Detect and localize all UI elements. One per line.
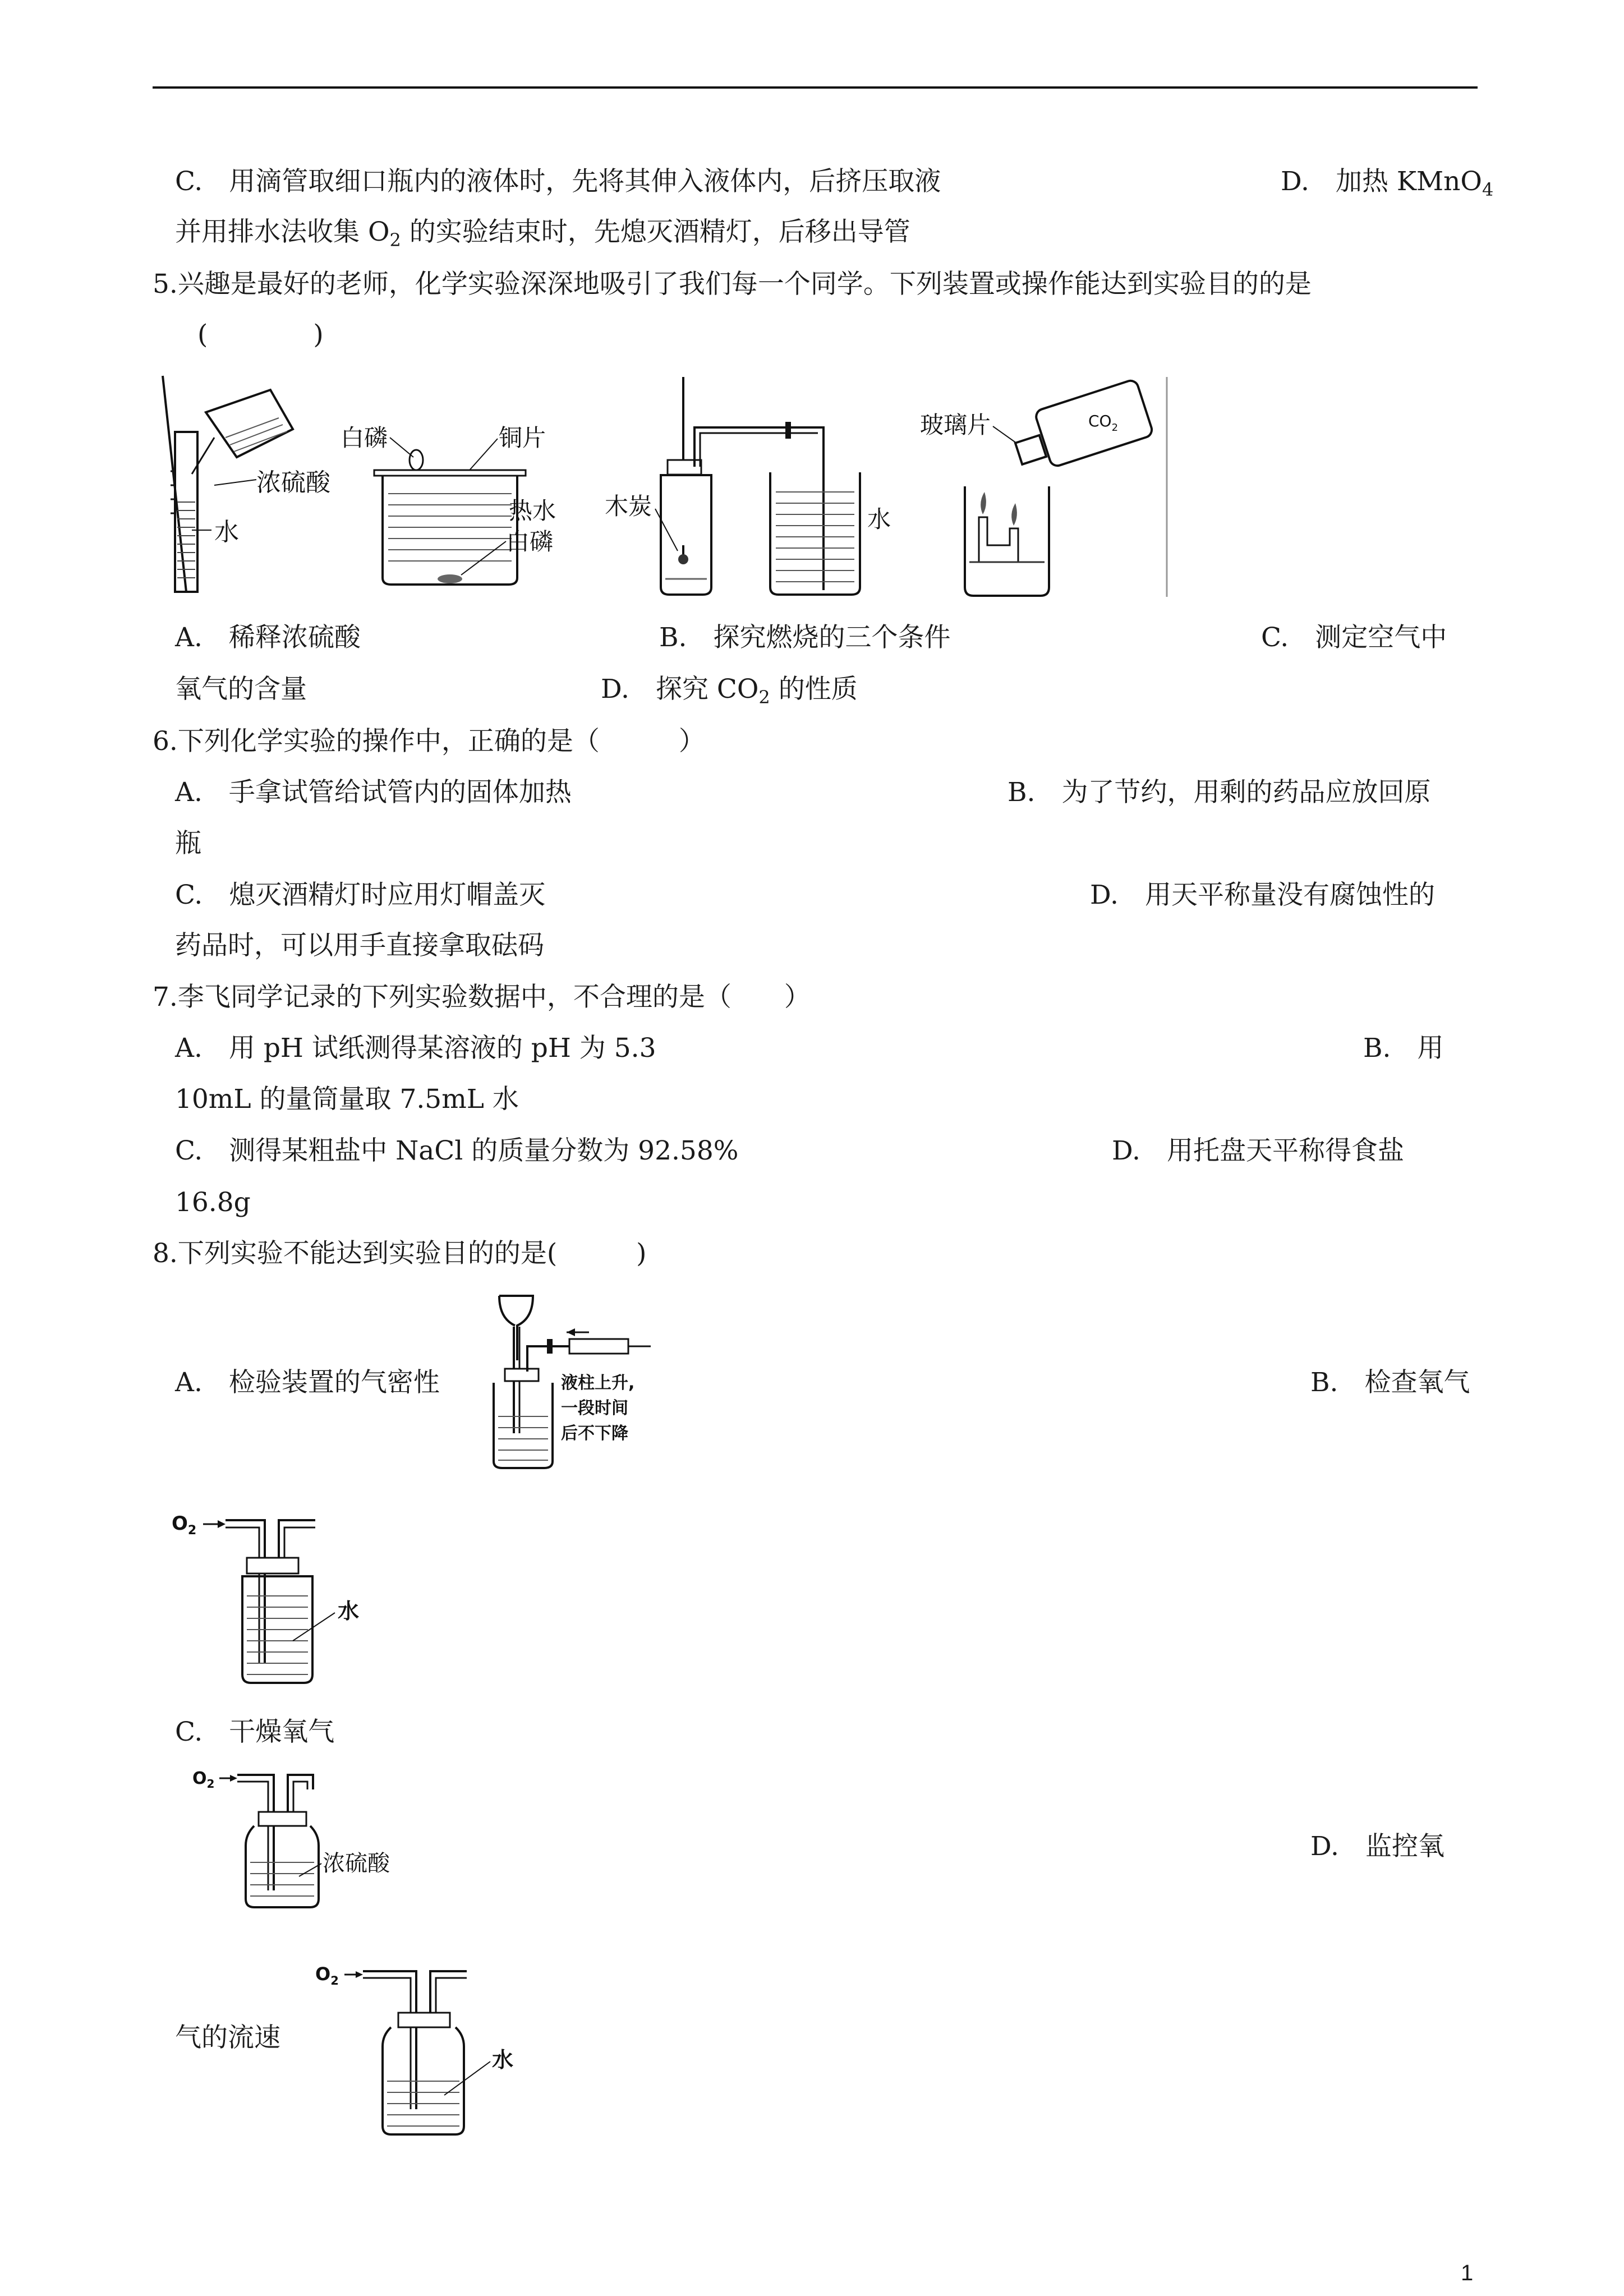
q8-fig-d-o2: $O_2$: [315, 1963, 339, 1987]
q7-option-c: C. 测得某粗盐中 NaCl 的质量分数为 92.58%: [175, 1135, 739, 1166]
q8-option-b-part1: B. 检查氧气: [1310, 1367, 1470, 1398]
page-number: 1: [1461, 2261, 1474, 2285]
q5-fig-c-charcoal: 木炭: [605, 493, 652, 520]
q8-fig-a-note-1: 液柱上升,: [561, 1373, 635, 1393]
q8-figure-a: [477, 1293, 662, 1470]
q5-option-a: A. 稀释浓硫酸: [175, 622, 361, 653]
q8-fig-a-note-2: 一段时间: [561, 1398, 628, 1418]
q6-option-a: A. 手拿试管给试管内的固体加热: [175, 777, 572, 808]
q4-option-c: C. 用滴管取细口瓶内的液体时，先将其伸入液体内，后挤压取液: [175, 166, 941, 197]
q5-figure-d: [920, 377, 1178, 597]
q5-fig-b-white-p-top: 白磷: [341, 424, 388, 452]
q7-stem: 7.李飞同学记录的下列实验数据中，不合理的是（ ）: [153, 982, 811, 1013]
q5-fig-b-copper: 铜片: [499, 424, 546, 452]
q6-option-b-part1: B. 为了节约，用剩的药品应放回原: [1007, 777, 1431, 808]
q8-option-d-part2: 气的流速: [175, 2022, 280, 2053]
q5-option-c-part1: C. 测定空气中: [1261, 622, 1447, 653]
q8-option-c: C. 干燥氧气: [175, 1717, 335, 1747]
q7-option-a: A. 用 pH 试纸测得某溶液的 pH 为 5.3: [175, 1033, 656, 1064]
q8-fig-b-water: 水: [338, 1599, 360, 1623]
q5-option-d: D. 探究 $CO_2$ 的性质: [601, 674, 858, 708]
q6-option-c: C. 熄灭酒精灯时应用灯帽盖灭: [175, 880, 546, 910]
q5-option-c-part2: 氧气的含量: [175, 674, 307, 705]
q8-figure-d: [315, 1958, 528, 2137]
q5-fig-d-co2: $CO_2$: [1088, 412, 1119, 434]
q8-fig-c-o2: $O_2$: [192, 1769, 215, 1791]
q8-figure-b: [169, 1506, 377, 1686]
q8-option-a: A. 检验装置的气密性: [175, 1367, 440, 1398]
q8-fig-c-acid: 浓硫酸: [323, 1851, 390, 1876]
q5-fig-b-hot-water: 热水: [509, 497, 556, 524]
q7-option-b-part2: 10mL 的量筒量取 7.5mL 水: [175, 1084, 519, 1115]
q6-option-d-part2: 药品时，可以用手直接拿取砝码: [175, 930, 544, 961]
q5-figure-b: [341, 404, 565, 595]
q8-fig-a-note-3: 后不下降: [561, 1424, 628, 1443]
q5-figure-a: [158, 373, 338, 595]
q6-option-b-part2: 瓶: [175, 828, 201, 859]
q6-stem: 6.下列化学实验的操作中，正确的是（ ）: [153, 726, 705, 757]
q8-figure-c: [192, 1761, 417, 1910]
q5-fig-d-glass: 玻璃片: [920, 411, 991, 439]
q5-figure-c: [605, 377, 892, 595]
q5-stem: 5.兴趣是最好的老师，化学实验深深地吸引了我们每一个同学。下列装置或操作能达到实验目的的是: [153, 269, 1312, 300]
q5-fig-c-water: 水: [867, 505, 891, 533]
q7-option-d-part1: D. 用托盘天平称得食盐: [1112, 1135, 1404, 1166]
q4-option-d-part1: D. 加热 KMnO$_4$: [1281, 166, 1494, 200]
header-rule: [153, 86, 1478, 89]
q6-option-d-part1: D. 用天平称量没有腐蚀性的: [1090, 880, 1435, 910]
q8-fig-b-o2: $O_2$: [172, 1512, 197, 1538]
q8-option-d-part1: D. 监控氧: [1310, 1831, 1444, 1862]
q7-option-b-part1: B. 用: [1363, 1033, 1444, 1064]
q5-fig-a-acid-label: 浓硫酸: [256, 468, 330, 497]
q5-fig-a-water-label: 水: [214, 518, 239, 546]
q7-option-d-part2: 16.8g: [175, 1187, 251, 1218]
q8-stem: 8.下列实验不能达到实验目的的是( ): [153, 1238, 647, 1269]
q5-option-b: B. 探究燃烧的三个条件: [659, 622, 951, 653]
q8-fig-d-water: 水: [492, 2047, 514, 2072]
q5-answer-bracket: ( ): [197, 319, 324, 350]
q4-option-d-part2: 并用排水法收集 $O_2$ 的实验结束时，先熄灭酒精灯，后移出导管: [175, 217, 910, 251]
q5-fig-b-white-p-bottom: 白磷: [506, 528, 554, 555]
